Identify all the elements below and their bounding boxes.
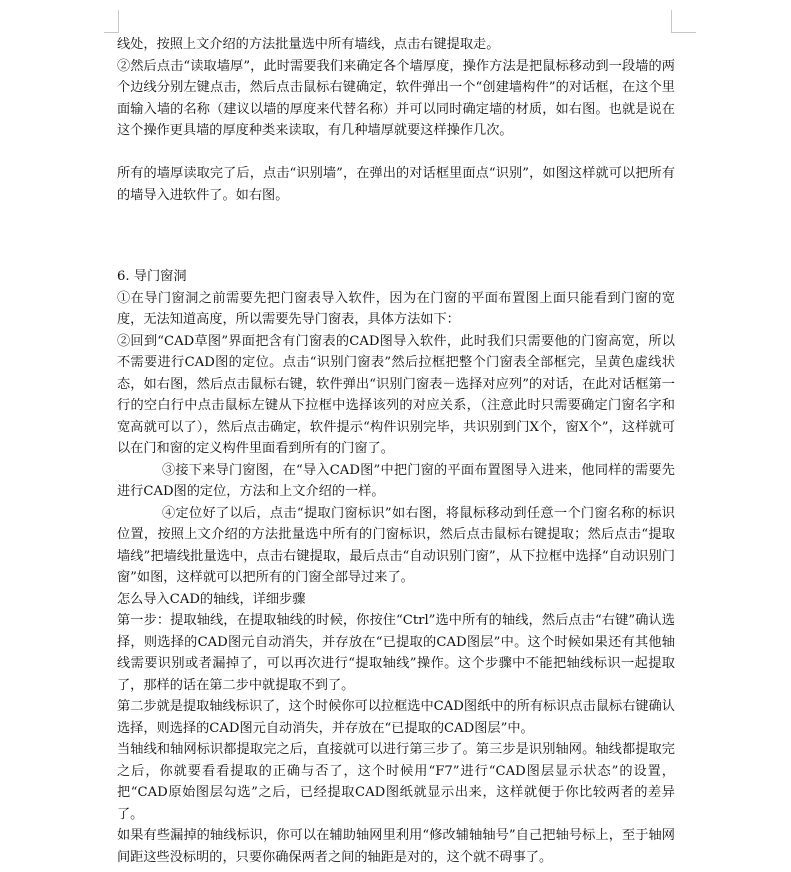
paragraph-step-two: 第二步就是提取轴线标识了，这个时候你可以拉框选中CAD图纸中的所有标识点击鼠标右键确认选择，则选择的CAD图元自动消失，并存放在“已提取的CAD图层”中。: [117, 699, 675, 736]
blank-line: [117, 142, 675, 164]
crop-mark-top-left: [104, 10, 119, 33]
paragraph-identify-walls: 所有的墙厚读取完了后，点击“识别墙”，在弹出的对话框里面点“识别”，如图这样就可以把所有的墙导入进软件了。如右图。: [117, 166, 675, 203]
document-body: [117, 34, 675, 868]
paragraph-identify-schedule: ②回到“CAD草图”界面把含有门窗表的CAD图导入软件，此时我们只需要他的门窗高宽，所以不需要进行CAD图的定位。点击“识别门窗表”然后拉框把整个门窗表全部框完，呈黄色虚线状态，如右图，然后点击鼠标右键，软件弹出“识别门窗表－选择对应列”的对话，在此对话框第一行的空白行中点击鼠标左键从下拉框中选择该列的对应关系，（注意此时只需要确定门窗名字和宽高就可以了），然后点击确定，软件提示“构件识别完毕，共识别到门X个，窗X个”，这样就可以在门和窗的定义构件里面看到所有的门窗了。: [117, 333, 675, 456]
paragraph-missing-labels: 如果有些漏掉的轴线标识，你可以在辅助轴网里利用“修改辅轴轴号”自己把轴号标上，至于轴网间距这些没标明的，只要你确保两者之间的轴距是对的，这个就不碍事了。: [117, 828, 675, 865]
paragraph-extract-door-labels: ④定位好了以后，点击“提取门窗标识”如右图，将鼠标移动到任意一个门窗名称的标识位置，按照上文介绍的方法批量选中所有的门窗标识，然后点击鼠标右键提取；然后点击“提取墙线”把墙线批量选中，点击右键提取，最后点击“自动识别门窗”，从下拉框中选择“自动识别门窗”如图，这样就可以把所有的门窗全部导过来了。: [117, 505, 675, 585]
paragraph-read-wall-thickness: ②然后点击“读取墙厚”，此时需要我们来确定各个墙厚度，操作方法是把鼠标移动到一段墙的两个边线分别左键点击，然后点击鼠标右键确定，软件弹出一个“创建墙构件”的对话框，在这个里面输入墙的名称（建议以墙的厚度来代替名称）并可以同时确定墙的材质，如右图。也就是说在这个操作更具墙的厚度种类来读取，有几种墙厚就要这样操作几次。: [117, 58, 675, 138]
crop-mark-top-right: [671, 10, 696, 33]
blank-space: [117, 206, 675, 266]
paragraph-step-three: 当轴线和轴网标识都提取完之后，直接就可以进行第三步了。第三步是识别轴网。轴线都提取完之后，你就要看看提取的正确与否了，这个时候用“F7”进行“CAD图层显示状态”的设置，把“CAD原始图层勾选”之后，已经提取CAD图纸就显示出来，这样就便于你比较两者的差异了。: [117, 742, 675, 822]
section-heading-axis-import: 怎么导入CAD的轴线，详细步骤: [117, 591, 306, 607]
paragraph-wall-extract: 线处，按照上文介绍的方法批量选中所有墙线，点击右键提取走。: [117, 37, 500, 52]
paragraph-step-one: 第一步：提取轴线，在提取轴线的时候，你按住“Ctrl”选中所有的轴线，然后点击“右键”确认选择，则选择的CAD图元自动消失，并存放在“已提取的CAD图层”中。这个时候如果还有其他轴线需要识别或者漏掉了，可以再次进行“提取轴线”操作。这个步骤中不能把轴线标识一起提取了，那样的话在第二步中就提取不到了。: [117, 613, 675, 693]
paragraph-import-schedule: ①在导门窗洞之前需要先把门窗表导入软件，因为在门窗的平面布置图上面只能看到门窗的宽度，无法知道高度，所以需要先导门窗表，具体方法如下：: [117, 290, 675, 327]
paragraph-import-plan: ③接下来导门窗图，在“导入CAD图”中把门窗的平面布置图导入进来，他同样的需要先进行CAD图的定位，方法和上文介绍的一样。: [117, 462, 675, 499]
section-heading-doors-windows: 6. 导门窗洞: [117, 269, 187, 284]
